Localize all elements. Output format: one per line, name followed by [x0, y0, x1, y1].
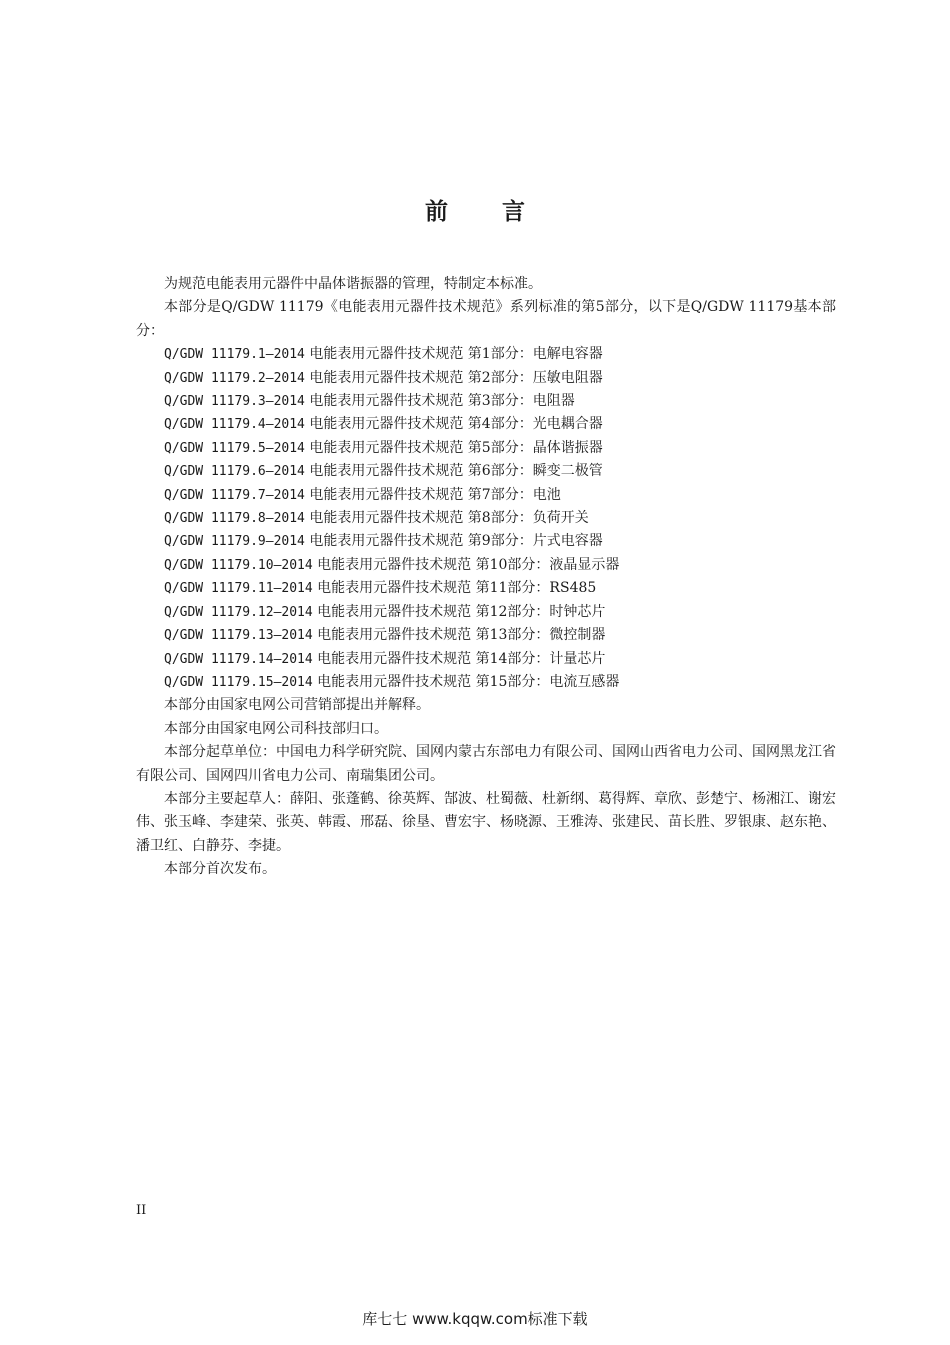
standard-name: 电能表用元器件技术规范 第11部分：RS485 — [317, 580, 597, 597]
standard-name: 电能表用元器件技术规范 第13部分：微控制器 — [317, 627, 606, 644]
list-item — [136, 530, 836, 553]
drafting-units-paragraph: 本部分起草单位：中国电力科学研究院、国网内蒙古东部电力有限公司、国网山西省电力公司、国网黑龙江省有限公司、国网四川省电力公司、南瑞集团公司。 — [136, 744, 836, 784]
list-item — [136, 367, 836, 390]
standard-name: 电能表用元器件技术规范 第1部分：电解电容器 — [309, 346, 603, 363]
intro-paragraph-1: 为规范电能表用元器件中晶体谐振器的管理，特制定本标准。 — [164, 276, 542, 292]
standard-name: 电能表用元器件技术规范 第10部分：液晶显示器 — [317, 556, 620, 573]
list-item — [136, 601, 836, 624]
standard-code: Q/GDW 11179.13—2014 — [164, 628, 313, 644]
standard-name: 电能表用元器件技术规范 第12部分：时钟芯片 — [317, 603, 606, 620]
list-item — [136, 507, 836, 530]
standard-name: 电能表用元器件技术规范 第14部分：计量芯片 — [317, 650, 606, 667]
standard-name: 电能表用元器件技术规范 第7部分：电池 — [309, 486, 561, 503]
standard-code: Q/GDW 11179.14—2014 — [164, 651, 313, 667]
title-char-2: 言 — [502, 199, 525, 225]
first-release-paragraph: 本部分首次发布。 — [164, 861, 276, 878]
standard-name: 电能表用元器件技术规范 第3部分：电阻器 — [309, 393, 575, 410]
foreword-body — [136, 273, 836, 882]
standard-code: Q/GDW 11179.9—2014 — [164, 534, 305, 550]
list-item — [136, 648, 836, 671]
standard-code: Q/GDW 11179.3—2014 — [164, 394, 305, 410]
intro-paragraph-2: 本部分是Q/GDW 11179《电能表用元器件技术规范》系列标准的第5部分，以下是Q/GDW 11179基本部分： — [136, 299, 836, 339]
list-item — [136, 484, 836, 507]
standard-code: Q/GDW 11179.2—2014 — [164, 370, 305, 386]
list-item — [136, 343, 836, 366]
standard-name: 电能表用元器件技术规范 第5部分：晶体谐振器 — [309, 439, 603, 456]
standard-code: Q/GDW 11179.11—2014 — [164, 581, 313, 597]
footer-watermark: 库七七 www.kqqw.com标准下载 — [362, 1310, 588, 1328]
list-item — [136, 460, 836, 483]
standard-name: 电能表用元器件技术规范 第9部分：片式电容器 — [309, 533, 603, 550]
standard-name: 电能表用元器件技术规范 第2部分：压敏电阻器 — [309, 369, 603, 386]
standard-code: Q/GDW 11179.5—2014 — [164, 440, 305, 456]
standard-code: Q/GDW 11179.7—2014 — [164, 487, 305, 503]
standard-code: Q/GDW 11179.8—2014 — [164, 511, 305, 527]
administrator-paragraph: 本部分由国家电网公司科技部归口。 — [164, 720, 388, 737]
standard-code: Q/GDW 11179.15—2014 — [164, 674, 313, 690]
standard-code: Q/GDW 11179.6—2014 — [164, 464, 305, 480]
proposer-paragraph: 本部分由国家电网公司营销部提出并解释。 — [164, 697, 430, 714]
standard-name: 电能表用元器件技术规范 第4部分：光电耦合器 — [309, 416, 603, 433]
list-item — [136, 390, 836, 413]
list-item — [136, 671, 836, 694]
standard-code: Q/GDW 11179.10—2014 — [164, 557, 313, 573]
list-item — [136, 413, 836, 436]
standard-code: Q/GDW 11179.12—2014 — [164, 604, 313, 620]
standard-code: Q/GDW 11179.4—2014 — [164, 417, 305, 433]
title-char-1: 前 — [425, 199, 448, 225]
standard-name: 电能表用元器件技术规范 第6部分：瞬变二极管 — [309, 463, 603, 480]
standards-list — [136, 343, 836, 694]
list-item — [136, 554, 836, 577]
list-item — [136, 437, 836, 460]
drafters-paragraph: 本部分主要起草人：薛阳、张蓬鹤、徐英辉、郜波、杜蜀薇、杜新纲、葛得辉、章欣、彭楚宁、杨湘江、谢宏伟、张玉峰、李建荣、张英、韩霞、邢磊、徐垦、曹宏宇、杨晓源、王雅涛、张建民、苗长胜、罗银康、赵东艳、潘卫红、白静芬、李捷。 — [136, 790, 836, 854]
standard-code: Q/GDW 11179.1—2014 — [164, 347, 305, 363]
standard-name: 电能表用元器件技术规范 第8部分：负荷开关 — [309, 510, 589, 527]
standard-name: 电能表用元器件技术规范 第15部分：电流互感器 — [317, 673, 620, 690]
list-item — [136, 624, 836, 647]
list-item — [136, 577, 836, 600]
page-number: II — [136, 1203, 147, 1218]
page-title — [0, 193, 950, 226]
